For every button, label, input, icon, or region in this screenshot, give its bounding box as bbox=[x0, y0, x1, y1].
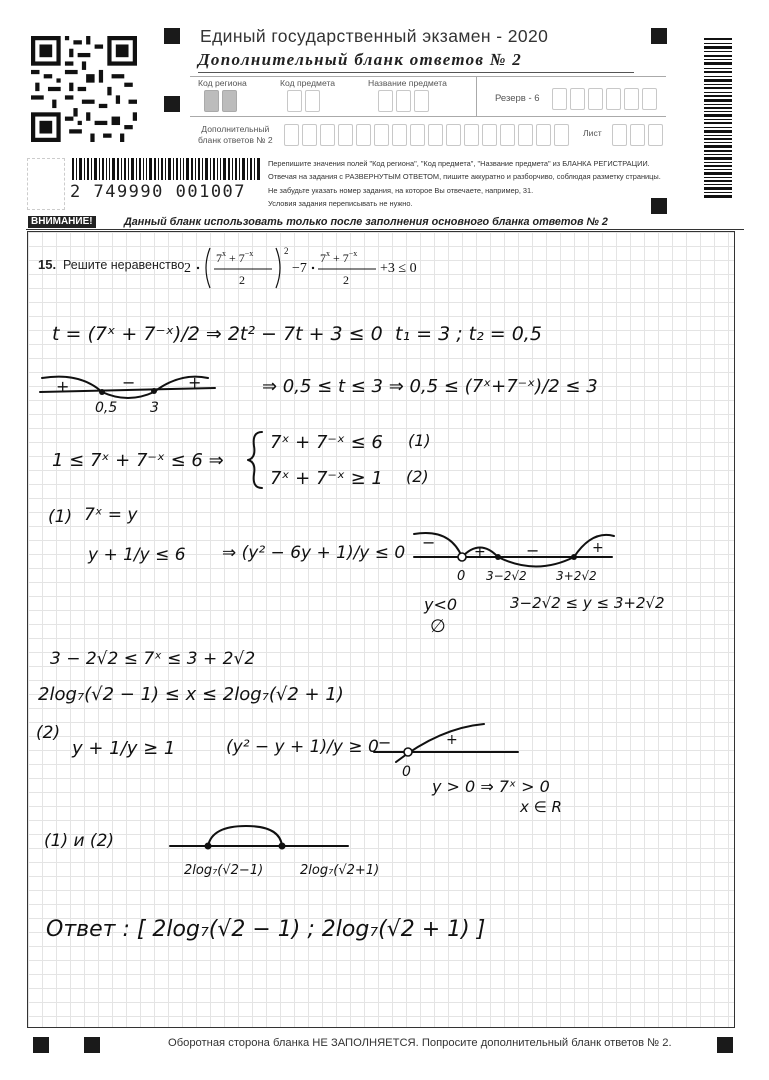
hw-line1a: t = (7ˣ + 7⁻ˣ)/2 ⇒ 2t² − 7t + 3 ≤ 0 bbox=[52, 323, 383, 345]
tick-3: 3 bbox=[150, 400, 159, 416]
hw-case1-ineq: y + 1/y ≤ 6 bbox=[88, 545, 186, 565]
hw-line1b: t₁ = 3 ; t₂ = 0,5 bbox=[395, 323, 542, 345]
barcode-number: 2 749990 001007 bbox=[70, 182, 247, 202]
hw-case2-ineq2: (y² − y + 1)/y ≥ 0 bbox=[226, 737, 379, 757]
subject-name-label: Название предмета bbox=[368, 78, 447, 88]
svg-text:y > 0 ⇒ 7ˣ > 0: y > 0 ⇒ 7ˣ > 0 bbox=[432, 777, 550, 796]
warning-label: ВНИМАНИЕ! bbox=[28, 216, 96, 228]
svg-text:7x + 7−x: $7^x + 7^{-x}$ bbox=[216, 249, 254, 265]
svg-text:∅: ∅ bbox=[430, 616, 446, 637]
system-brace bbox=[248, 432, 262, 488]
svg-text:−: − bbox=[378, 733, 392, 752]
hw-line3: 1 ≤ 7ˣ + 7⁻ˣ ≤ 6 ⇒ bbox=[52, 450, 224, 471]
subject-code-label: Код предмета bbox=[280, 78, 336, 88]
hw-case2-label: (2) bbox=[36, 723, 61, 743]
hw-sys1-tag: (1) bbox=[408, 431, 431, 450]
hw-answer: Ответ : [ 2log₇(√2 − 1) ; 2log₇(√2 + 1) ] bbox=[46, 917, 486, 942]
svg-text:0: 0 bbox=[457, 569, 466, 584]
point-0-5 bbox=[99, 389, 105, 395]
reserve-label: Резерв - 6 bbox=[495, 93, 540, 104]
instructions: Перепишите значения полей "Код региона", "Код предмета", "Название предмета" из БЛАНКА РЕГИСТРАЦИИ. Отвечая на задания с РАЗВЕРНУТЫМ ОТВЕТОМ, пишите аккуратно и разборчиво, соблюдая разметку страницы. Не забудьте указать номер задания, на которое Вы отвечаете, например, 31. Условия задания переписывать не нужно. bbox=[268, 159, 661, 209]
sign-minus: − bbox=[122, 373, 136, 392]
svg-text:7x + 7−x: $7^x + 7^{-x}$ bbox=[320, 249, 358, 265]
extra-form-label: Дополнительный бланк ответов № 2 bbox=[198, 124, 273, 145]
warning-text: Данный бланк использовать только после заполнения основного бланка ответов № 2 bbox=[124, 216, 608, 228]
hw-sys2-tag: (2) bbox=[406, 467, 429, 486]
svg-text:+: + bbox=[592, 540, 604, 556]
svg-text:2: 2 bbox=[239, 273, 245, 287]
problem-statement: Решите неравенство bbox=[63, 258, 185, 272]
svg-text:3−2√2: 3−2√2 bbox=[486, 569, 527, 583]
svg-text:3+2√2: 3+2√2 bbox=[556, 569, 597, 583]
point-3 bbox=[151, 388, 157, 394]
hw-case1-x2: 2log₇(√2 − 1) ≤ x ≤ 2log₇(√2 + 1) bbox=[38, 684, 344, 705]
svg-text:−: − bbox=[526, 541, 540, 560]
hw-case1-x1: 3 − 2√2 ≤ 7ˣ ≤ 3 + 2√2 bbox=[50, 649, 256, 669]
parabola-arc-left bbox=[42, 377, 102, 392]
svg-text:x ∈ R: x ∈ R bbox=[520, 798, 562, 816]
svg-text:0: 0 bbox=[402, 764, 411, 780]
svg-text:y<0: y<0 bbox=[424, 595, 458, 614]
region-label: Код региона bbox=[198, 78, 247, 88]
hw-line2: ⇒ 0,5 ≤ t ≤ 3 ⇒ 0,5 ≤ (7ˣ+7⁻ˣ)/2 ≤ 3 bbox=[262, 376, 598, 397]
svg-text:−: − bbox=[422, 533, 436, 552]
footer-note: Оборотная сторона бланка НЕ ЗАПОЛНЯЕТСЯ. Попросите дополнительный бланк ответов № 2. bbox=[168, 1037, 672, 1049]
svg-text:2: 2 bbox=[343, 273, 349, 287]
hw-combine: (1) и (2) bbox=[44, 831, 115, 851]
parabola-arc-mid bbox=[102, 392, 154, 398]
hw-case2-ineq: y + 1/y ≥ 1 bbox=[72, 738, 176, 759]
svg-text:2: 2 bbox=[184, 261, 191, 276]
hw-sys2: 7ˣ + 7⁻ˣ ≥ 1 bbox=[270, 468, 383, 489]
hw-case1-label: (1) bbox=[48, 507, 73, 527]
sheet-label: Лист bbox=[583, 128, 602, 138]
svg-text:−7: −7 bbox=[292, 261, 307, 276]
sign-plus-right: + bbox=[188, 373, 202, 392]
hw-sys1: 7ˣ + 7⁻ˣ ≤ 6 bbox=[270, 432, 383, 453]
problem-number: 15. bbox=[38, 257, 57, 272]
form-subtitle: Дополнительный бланк ответов № 2 bbox=[198, 50, 634, 73]
svg-text:3−2√2 ≤ y ≤ 3+2√2: 3−2√2 ≤ y ≤ 3+2√2 bbox=[510, 594, 665, 612]
point-zero-open bbox=[458, 553, 466, 561]
tick-0-5: 0,5 bbox=[95, 400, 118, 416]
svg-text:+: + bbox=[446, 732, 458, 748]
svg-text:+: + bbox=[474, 544, 486, 560]
svg-text:2log₇(√2−1): 2log₇(√2−1) bbox=[184, 863, 264, 878]
hw-case1-ineq2: ⇒ (y² − 6y + 1)/y ≤ 0 bbox=[222, 543, 406, 563]
svg-text:2log₇(√2+1): 2log₇(√2+1) bbox=[300, 863, 380, 878]
svg-text:+3 ≤ 0: +3 ≤ 0 bbox=[380, 261, 417, 276]
svg-text:2: 2 bbox=[284, 246, 289, 256]
sign-plus-left: + bbox=[56, 377, 70, 396]
exam-title: Единый государственный экзамен - 2020 bbox=[200, 26, 549, 46]
hw-case1-sub: 7ˣ = y bbox=[84, 505, 138, 525]
